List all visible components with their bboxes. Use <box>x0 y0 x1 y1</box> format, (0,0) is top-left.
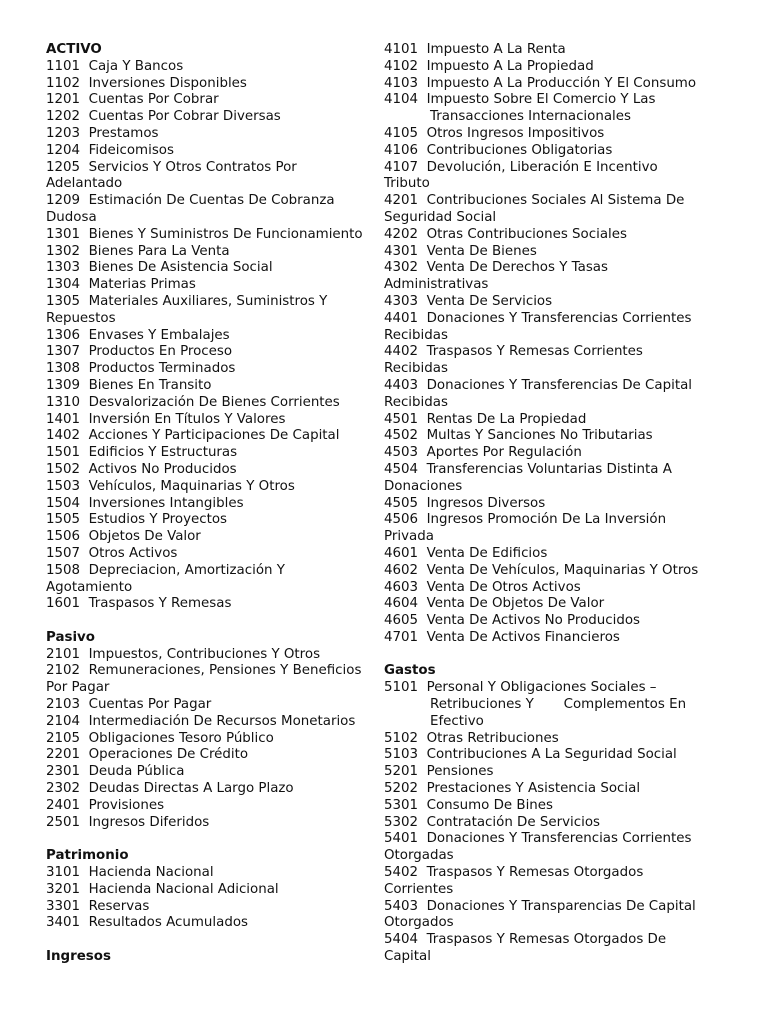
account-line: 1501 Edificios Y Estructuras <box>46 445 238 461</box>
account-line: 1508 Depreciacion, Amortización Y <box>46 562 285 578</box>
account-line: 4403 Donaciones Y Transferencias De Capital <box>384 377 693 393</box>
account-line: 1102 Inversiones Disponibles <box>46 75 247 91</box>
account-line: 4301 Venta De Bienes <box>384 243 537 259</box>
account-line: 4303 Venta De Servicios <box>384 293 553 309</box>
account-line: 1310 Desvalorización De Bienes Corrientes <box>46 394 340 410</box>
account-line: Otorgados <box>384 915 454 931</box>
account-line: Recibidas <box>384 361 448 377</box>
account-line: Efectivo <box>430 713 484 729</box>
account-line: 4102 Impuesto A La Propiedad <box>384 58 594 74</box>
account-line: 2103 Cuentas Por Pagar <box>46 697 212 713</box>
account-line: 5102 Otras Retribuciones <box>384 730 559 746</box>
account-line: 4506 Ingresos Promoción De La Inversión <box>384 512 667 528</box>
account-line: Dudosa <box>46 209 97 225</box>
section-heading: Ingresos <box>46 949 111 965</box>
account-line: 4603 Venta De Otros Activos <box>384 579 581 595</box>
account-line: 4502 Multas Y Sanciones No Tributarias <box>384 428 653 444</box>
account-line: 1302 Bienes Para La Venta <box>46 243 230 259</box>
account-line: 4601 Venta De Edificios <box>384 545 548 561</box>
account-line: 1307 Productos En Proceso <box>46 344 233 360</box>
account-line: 5201 Pensiones <box>384 764 494 780</box>
account-line: 1303 Bienes De Asistencia Social <box>46 260 273 276</box>
account-line: 1209 Estimación De Cuentas De Cobranza <box>46 193 335 209</box>
account-line: 5301 Consumo De Bines <box>384 797 553 813</box>
account-line: 2102 Remuneraciones, Pensiones Y Beneficios <box>46 663 362 679</box>
account-line: 3301 Reservas <box>46 898 150 914</box>
account-line: 2301 Deuda Pública <box>46 764 185 780</box>
section-heading: Patrimonio <box>46 848 129 864</box>
account-line: 1305 Materiales Auxiliares, Suministros Y <box>46 293 328 309</box>
account-line: 4401 Donaciones Y Transferencias Corrientes <box>384 310 692 326</box>
account-line: Tributo <box>384 176 430 192</box>
account-line: Adelantado <box>46 176 123 192</box>
account-line: 4505 Ingresos Diversos <box>384 495 546 511</box>
account-line: Recibidas <box>384 394 448 410</box>
account-line: Capital <box>384 949 431 965</box>
account-line: Otorgadas <box>384 848 454 864</box>
account-line: 4104 Impuesto Sobre El Comercio Y Las <box>384 92 656 108</box>
account-line: 4604 Venta De Objetos De Valor <box>384 596 605 612</box>
account-line: Repuestos <box>46 310 116 326</box>
account-line: 3201 Hacienda Nacional Adicional <box>46 881 279 897</box>
section-heading: ACTIVO <box>46 42 102 57</box>
account-line: 3101 Hacienda Nacional <box>46 865 214 881</box>
account-line: 2105 Obligaciones Tesoro Público <box>46 730 274 746</box>
account-line: Recibidas <box>384 327 448 343</box>
account-line: Privada <box>384 529 434 545</box>
account-line: 4701 Venta De Activos Financieros <box>384 629 620 645</box>
account-line: 5403 Donaciones Y Transparencias De Capital <box>384 898 696 914</box>
account-line: 2101 Impuestos, Contribuciones Y Otros <box>46 646 321 662</box>
account-line: 1306 Envases Y Embalajes <box>46 327 230 343</box>
account-line: 4503 Aportes Por Regulación <box>384 445 582 461</box>
account-line: 2401 Provisiones <box>46 797 165 813</box>
account-line: 4101 Impuesto A La Renta <box>384 42 566 57</box>
account-line: 5103 Contribuciones A La Seguridad Social <box>384 747 677 763</box>
account-line: Transacciones Internacionales <box>430 109 631 125</box>
account-line: 1308 Productos Terminados <box>46 361 236 377</box>
account-line: 1201 Cuentas Por Cobrar <box>46 92 219 108</box>
account-line: 4103 Impuesto A La Producción Y El Consumo <box>384 75 697 91</box>
account-line: 4602 Venta De Vehículos, Maquinarias Y Otros <box>384 562 699 578</box>
account-line: 1502 Activos No Producidos <box>46 461 237 477</box>
account-line: 4201 Contribuciones Sociales Al Sistema De <box>384 193 685 209</box>
account-line: Por Pagar <box>46 680 110 696</box>
account-line: 2104 Intermediación De Recursos Monetarios <box>46 713 356 729</box>
right-column <box>384 42 724 966</box>
account-line: 2201 Operaciones De Crédito <box>46 747 249 763</box>
left-column <box>46 42 386 966</box>
account-line: 1304 Materias Primas <box>46 277 196 293</box>
account-line: 5302 Contratación De Servicios <box>384 814 601 830</box>
account-line: 1401 Inversión En Títulos Y Valores <box>46 411 286 427</box>
account-line: 1505 Estudios Y Proyectos <box>46 512 228 528</box>
account-line: 5401 Donaciones Y Transferencias Corrientes <box>384 831 692 847</box>
account-line: 4106 Contribuciones Obligatorias <box>384 142 613 158</box>
account-line: Corrientes <box>384 881 454 897</box>
account-line: 4302 Venta De Derechos Y Tasas <box>384 260 608 276</box>
account-line: 1507 Otros Activos <box>46 545 178 561</box>
account-line: 1601 Traspasos Y Remesas <box>46 596 232 612</box>
account-line: 5402 Traspasos Y Remesas Otorgados <box>384 865 644 881</box>
section-heading: Pasivo <box>46 629 95 645</box>
account-line: 4402 Traspasos Y Remesas Corrientes <box>384 344 643 360</box>
account-line: Administrativas <box>384 277 489 293</box>
account-line: 4105 Otros Ingresos Impositivos <box>384 125 605 141</box>
account-line: 3401 Resultados Acumulados <box>46 915 248 931</box>
account-line: Retribuciones Y Complementos En <box>430 697 687 713</box>
account-line: 1101 Caja Y Bancos <box>46 58 184 74</box>
account-line: 5404 Traspasos Y Remesas Otorgados De <box>384 932 667 948</box>
account-line: 5202 Prestaciones Y Asistencia Social <box>384 781 641 797</box>
section-heading: Gastos <box>384 663 436 679</box>
account-line: 4501 Rentas De La Propiedad <box>384 411 587 427</box>
account-line: 1402 Acciones Y Participaciones De Capital <box>46 428 340 444</box>
account-line: 1204 Fideicomisos <box>46 142 174 158</box>
account-line: Donaciones <box>384 478 463 494</box>
account-line: 4605 Venta De Activos No Producidos <box>384 613 641 629</box>
account-line: Agotamiento <box>46 579 133 595</box>
account-line: 1203 Prestamos <box>46 125 159 141</box>
account-line: 1301 Bienes Y Suministros De Funcionamiento <box>46 226 363 242</box>
account-line: 1504 Inversiones Intangibles <box>46 495 244 511</box>
account-line: 1503 Vehículos, Maquinarias Y Otros <box>46 478 295 494</box>
account-line: 1205 Servicios Y Otros Contratos Por <box>46 159 297 175</box>
account-line: 1202 Cuentas Por Cobrar Diversas <box>46 109 281 125</box>
account-line: 4202 Otras Contribuciones Sociales <box>384 226 627 242</box>
account-line: 4504 Transferencias Voluntarias Distinta A <box>384 461 672 477</box>
account-line: 2501 Ingresos Diferidos <box>46 814 210 830</box>
account-line: Seguridad Social <box>384 209 497 225</box>
account-line: 1309 Bienes En Transito <box>46 377 212 393</box>
account-line: 4107 Devolución, Liberación E Incentivo <box>384 159 658 175</box>
account-line: 5101 Personal Y Obligaciones Sociales – <box>384 680 657 696</box>
account-line: 1506 Objetos De Valor <box>46 529 201 545</box>
account-line: 2302 Deudas Directas A Largo Plazo <box>46 781 294 797</box>
